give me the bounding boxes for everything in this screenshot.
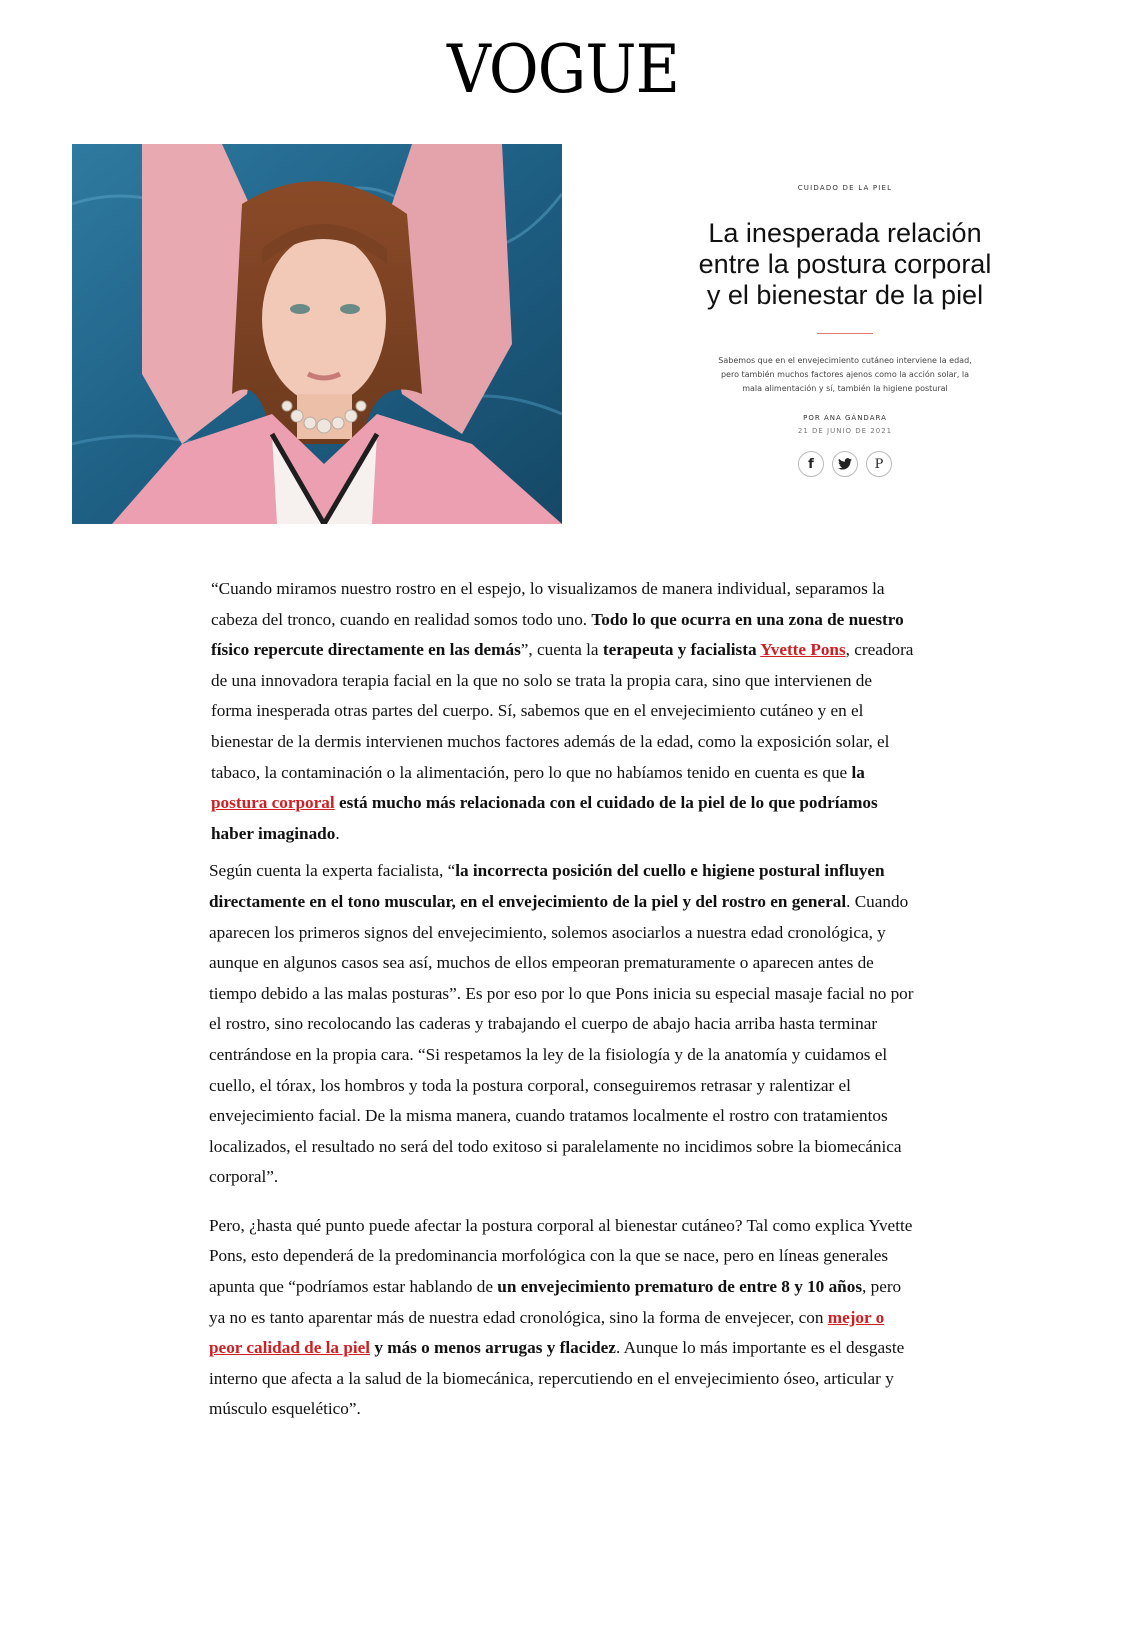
pinterest-icon: P	[874, 456, 884, 472]
category-label[interactable]: CUIDADO DE LA PIEL	[797, 184, 893, 192]
divider	[817, 333, 873, 334]
byline[interactable]: POR ANA GÁNDARA	[803, 414, 887, 422]
paragraph-3: Pero, ¿hasta qué punto puede afectar la postura corporal al bienestar cutáneo? Tal como explica Yvette Pons, esto dependerá de la predominancia morfológica con la que se nace, pero en líneas generales apunta que “podríamos estar hablando de un envejecimiento prematuro de entre 8 y 10 años, pero ya no es tanto aparentar más de nuestra edad cronológica, sino la forma de envejecer, con mejor o peor calidad de la piel y más o menos arrugas y flacidez. Aunque lo más importante es el desgaste interno que afecta a la salud de la biomecánica, repercutiendo en el envejecimiento óseo, articular y músculo esquelético”.	[209, 1215, 913, 1419]
article-dek: Sabemos que en el envejecimiento cutáneo interviene la edad, pero también muchos factores ajenos como la acción solar, la mala alimentación y sí, también la higiene postural	[718, 356, 972, 393]
pinterest-share-button[interactable]	[866, 451, 892, 477]
facebook-share-button[interactable]	[798, 451, 824, 477]
publish-date: 21 DE JUNIO DE 2021	[797, 427, 893, 435]
article-body	[211, 574, 915, 1425]
social-share-bar	[695, 451, 995, 477]
link-yvette-pons[interactable]: Yvette Pons	[760, 640, 846, 660]
article-header	[695, 184, 995, 477]
vogue-logo[interactable]: VOGUE	[447, 31, 679, 108]
hero-image	[72, 144, 562, 524]
paragraph-2: Según cuenta la experta facialista, “la incorrecta posición del cuello e higiene postural influyen directamente en el tono muscular, en el envejecimiento de la piel y del rostro en general. Cuando aparecen los primeros signos del envejecimiento, solemos asociarlos a nuestra edad cronológica, y aunque en algunos casos sea así, muchos de ellos empeoran prematuramente o aparecen antes de tiempo debido a las malas posturas”. Es por eso por lo que Pons inicia su especial masaje facial no por el rostro, sino recolocando las caderas y trabajando el cuerpo de abajo hacia arriba hasta terminar centrándose en la propia cara. “Si respetamos la ley de la fisiología y de la anatomía y cuidamos el cuello, el tórax, los hombros y toda la postura corporal, conseguiremos retrasar y ralentizar el envejecimiento facial. De la misma manera, cuando tratamos localmente el rostro con tratamientos localizados, el resultado no será del todo exitoso si paralelamente no incidimos sobre la biomecánica corporal”.	[209, 861, 914, 1187]
paragraph-1: “Cuando miramos nuestro rostro en el espejo, lo visualizamos de manera individual, separamos la cabeza del tronco, cuando en realidad somos todo uno. Todo lo que ocurra en una zona de nuestro físico repercute directamente en las demás”, cuenta la terapeuta y facialista Yvette Pons, creadora de una innovadora terapia facial en la que no solo se trata la propia cara, sino que intervienen de forma inesperada otras partes del cuerpo. Sí, sabemos que en el envejecimiento cutáneo y en el bienestar de la dermis intervienen muchos factores además de la edad, como la exposición solar, el tabaco, la contaminación o la alimentación, pero lo que no habíamos tenido en cuenta es que la postura corporal está mucho más relacionada con el cuidado de la piel de lo que podríamos haber imaginado.	[211, 579, 914, 843]
twitter-share-button[interactable]	[832, 451, 858, 477]
twitter-icon	[838, 458, 852, 470]
facebook-icon: f	[808, 456, 814, 472]
link-postura-corporal[interactable]: postura corporal	[211, 793, 335, 813]
link-calidad-de-la-piel[interactable]: mejor o peor calidad de la piel	[209, 1307, 885, 1358]
article-headline: La inesperada relación entre la postura corporal y el bienestar de la piel	[698, 218, 992, 310]
